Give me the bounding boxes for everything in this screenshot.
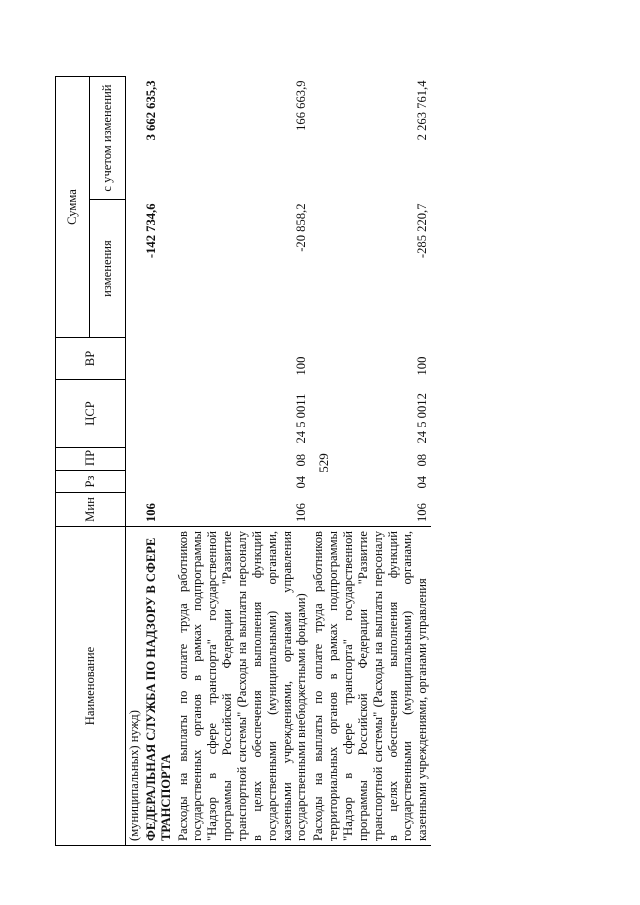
- row-total: 166 663,9: [294, 80, 309, 131]
- header-csr: ЦСР: [56, 380, 126, 448]
- header-pr: ПР: [56, 448, 126, 471]
- table-row: [143, 76, 175, 845]
- row-min: 106: [415, 503, 430, 522]
- row-csr: 24 5 0011: [294, 393, 309, 444]
- budget-table-page: [55, 77, 556, 846]
- header-with-changes: с учетом изменений: [90, 76, 126, 199]
- row-rz: 04: [415, 475, 430, 489]
- row-total: 3 662 635,3: [143, 80, 158, 141]
- header-changes: изменения: [90, 200, 126, 338]
- row-name: Расходы на выплаты по оплате труда работников государственных органов в рамках подпрограммы "Надзор в сфере транспорта" государственной программы Российской Федерации "Развитие транспортной системы" (Расходы на выплаты персоналу в целях обеспечения выполнения функций государственными (муниципальными) органами, казенными учреждениями, органами управления государственными внебюджетными фондами): [175, 527, 311, 846]
- row-min: 106: [143, 503, 158, 522]
- row-changes: -285 220,7: [415, 203, 430, 259]
- row-rz: 04: [294, 475, 309, 489]
- row-name: (муниципальных) нужд): [126, 527, 143, 846]
- row-changes: -142 734,6: [143, 203, 158, 259]
- table-row: [126, 76, 143, 845]
- header-min: Мин: [56, 493, 126, 527]
- header-rz: Рз: [56, 471, 126, 493]
- row-changes: -20 858,2: [294, 203, 309, 252]
- row-vr: 100: [415, 356, 430, 376]
- row-min: 106: [294, 503, 309, 522]
- row-total: 2 263 761,4: [415, 80, 430, 141]
- row-pr: 08: [294, 453, 309, 467]
- header-vr: ВР: [56, 338, 126, 380]
- table-row: [175, 76, 311, 845]
- row-name: ФЕДЕРАЛЬНАЯ СЛУЖБА ПО НАДЗОРУ В СФЕРЕ ТРАНСПОРТА: [143, 527, 175, 846]
- row-csr: 24 5 0012: [415, 393, 430, 444]
- header-name: Наименование: [56, 527, 126, 846]
- budget-table: [55, 76, 431, 846]
- row-name: Расходы на выплаты по оплате труда работников территориальных органов в рамках подпрограммы "Надзор в сфере транспорта" государственной программы Российской Федерации "Развитие транспортной системы" (Расходы на выплаты персоналу в целях обеспечения выполнения функций государственными (муниципальными) органами, казенными учреждениями, органами управления: [310, 527, 431, 846]
- row-vr: 100: [294, 356, 309, 376]
- header-sum: Сумма: [56, 76, 90, 337]
- row-pr: 08: [415, 453, 430, 467]
- page-number: 529: [316, 453, 331, 473]
- table-row: [310, 76, 431, 845]
